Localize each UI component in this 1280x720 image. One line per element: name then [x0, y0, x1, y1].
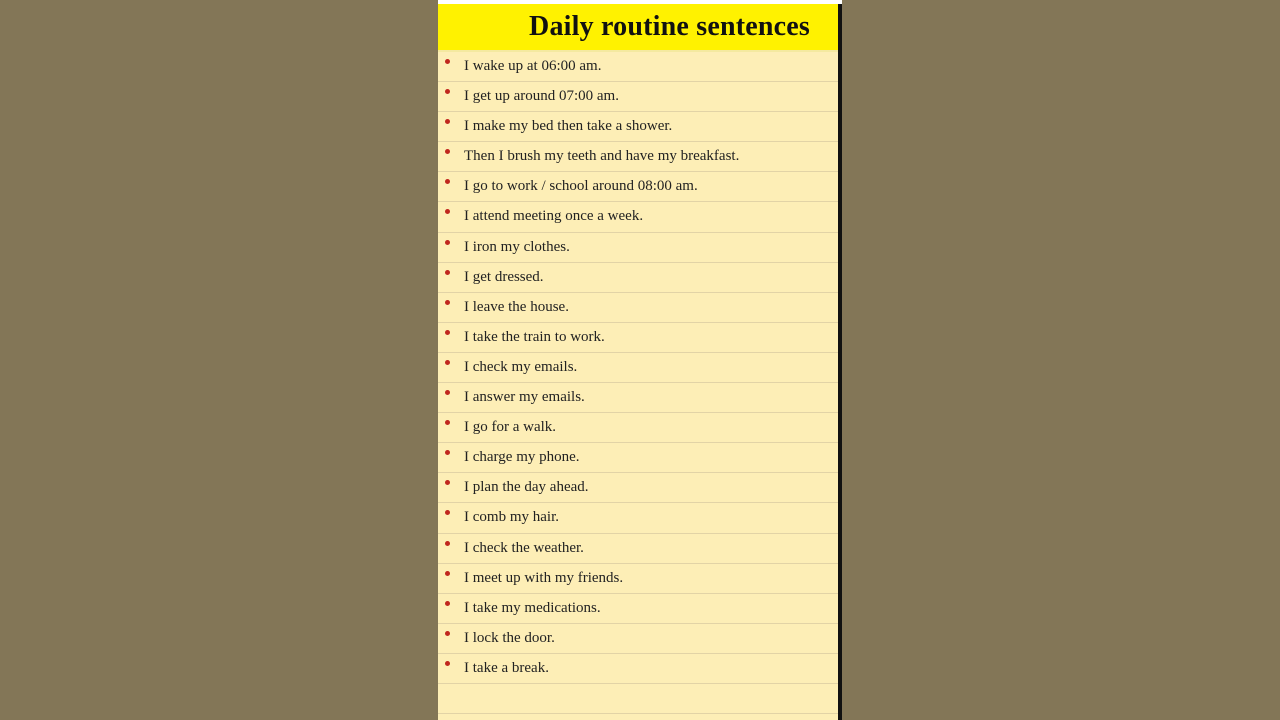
list-item: [438, 142, 838, 172]
list-item-text: I check the weather.: [464, 539, 584, 556]
empty-ruled-line: [438, 684, 838, 714]
bullet-dot-icon: [445, 601, 450, 606]
bullet-dot-icon: [445, 89, 450, 94]
list-item: [438, 263, 838, 293]
list-item-text: I take the train to work.: [464, 328, 605, 345]
list-item-text: I meet up with my friends.: [464, 569, 624, 586]
list-item-text: I leave the house.: [464, 298, 569, 315]
bullet-dot-icon: [445, 390, 450, 395]
list-item: [438, 172, 838, 202]
list-item: [438, 594, 838, 624]
list-item-text: I take a break.: [464, 659, 549, 676]
list-item-text: I take my medications.: [464, 599, 601, 616]
bullet-dot-icon: [445, 149, 450, 154]
bullet-dot-icon: [445, 300, 450, 305]
bullet-dot-icon: [445, 59, 450, 64]
list-item: [438, 383, 838, 413]
bullet-dot-icon: [445, 270, 450, 275]
list-item-text: I iron my clothes.: [464, 238, 570, 255]
list-item: [438, 443, 838, 473]
bullet-dot-icon: [445, 179, 450, 184]
list-item: [438, 293, 838, 323]
list-item-text: I make my bed then take a shower.: [464, 118, 673, 135]
list-item: [438, 233, 838, 263]
list-item: [438, 112, 838, 142]
bullet-dot-icon: [445, 571, 450, 576]
list-item: [438, 654, 838, 684]
list-item-text: I plan the day ahead.: [464, 479, 589, 496]
bullet-dot-icon: [445, 420, 450, 425]
list-item: [438, 82, 838, 112]
bullet-dot-icon: [445, 541, 450, 546]
list-item: [438, 202, 838, 232]
bullet-dot-icon: [445, 450, 450, 455]
list-item: [438, 534, 838, 564]
list-item-text: I comb my hair.: [464, 509, 559, 526]
bullet-dot-icon: [445, 661, 450, 666]
list-item: [438, 473, 838, 503]
bullet-dot-icon: [445, 480, 450, 485]
list-item: [438, 564, 838, 594]
list-item-text: Then I brush my teeth and have my breakfast.: [464, 148, 740, 165]
page-frame: [438, 0, 842, 720]
bullet-dot-icon: [445, 209, 450, 214]
bullet-dot-icon: [445, 330, 450, 335]
list-item-text: I go for a walk.: [464, 419, 557, 436]
title-bar: [438, 4, 838, 52]
list-item: [438, 353, 838, 383]
list-item-text: I attend meeting once a week.: [464, 208, 644, 225]
bullet-dot-icon: [445, 240, 450, 245]
bullet-dot-icon: [445, 510, 450, 515]
list-item-text: I lock the door.: [464, 629, 555, 646]
list-item: [438, 413, 838, 443]
list-item: [438, 323, 838, 353]
bullet-dot-icon: [445, 631, 450, 636]
list-item-text: I get dressed.: [464, 268, 544, 285]
list-item-text: I charge my phone.: [464, 449, 580, 466]
list-item: [438, 503, 838, 533]
page-title: Daily routine sentences: [529, 11, 810, 42]
routine-card: [438, 4, 842, 720]
list-item-text: I go to work / school around 08:00 am.: [464, 178, 698, 195]
list-item-text: I get up around 07:00 am.: [464, 88, 619, 105]
list-item: [438, 52, 838, 82]
list-item-text: I wake up at 06:00 am.: [464, 58, 602, 74]
bullet-dot-icon: [445, 360, 450, 365]
bullet-dot-icon: [445, 119, 450, 124]
list-item: [438, 624, 838, 654]
routine-list: [438, 52, 838, 714]
list-item-text: I answer my emails.: [464, 389, 585, 406]
list-item-text: I check my emails.: [464, 358, 578, 375]
